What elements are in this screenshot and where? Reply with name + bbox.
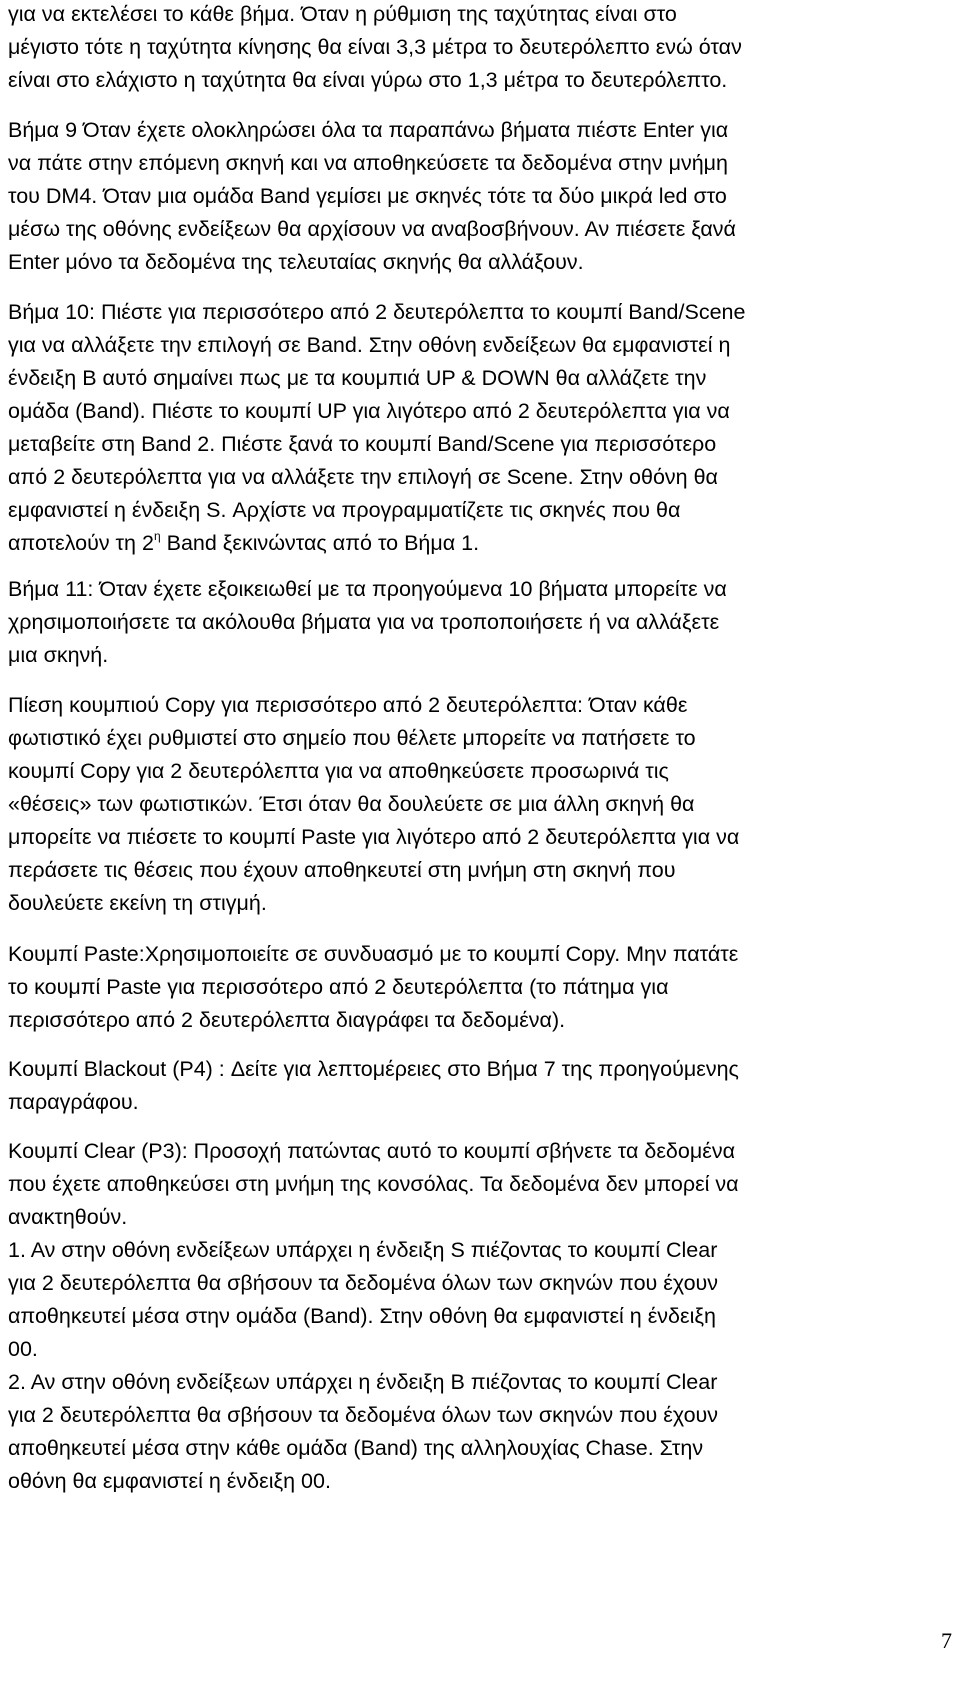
text-line: περισσότερο από 2 δευτερόλεπτα διαγράφει τα δεδομένα). [8,1008,566,1032]
text-line: ένδειξη B αυτό σημαίνει πως με τα κουμπιά UP & DOWN θα αλλάζετε την [8,366,707,390]
text-line: Βήμα 9 Όταν έχετε ολοκληρώσει όλα τα παραπάνω βήματα πιέστε Enter για [8,118,729,142]
text-line: περάσετε τις θέσεις που έχουν αποθηκευτεί στη μνήμη στη σκηνή που [8,858,676,882]
text-line: κουμπί Copy για 2 δευτερόλεπτα για να αποθηκεύσετε προσωρινά τις [8,759,669,783]
text-line: 2. Αν στην οθόνη ενδείξεων υπάρχει η ένδειξη B πιέζοντας το κουμπί Clear [8,1370,718,1394]
text-line: ομάδα (Band). Πιέστε το κουμπί UP για λιγότερο από 2 δευτερόλεπτα για να [8,399,730,423]
text-line: μέγιστο τότε η ταχύτητα κίνησης θα είναι 3,3 μέτρα το δευτερόλεπτο ενώ όταν [8,35,742,59]
text-line: οθόνη θα εμφανιστεί η ένδειξη 00. [8,1469,331,1493]
text-line: για να εκτελέσει το κάθε βήμα. Όταν η ρύθμιση της ταχύτητας είναι στο [8,2,677,26]
text-line: για 2 δευτερόλεπτα θα σβήσουν τα δεδομένα όλων των σκηνών που έχουν [8,1403,719,1427]
text-fragment: Band ξεκινώντας από το Βήμα 1. [160,531,480,555]
text-line: Βήμα 11: Όταν έχετε εξοικειωθεί με τα προηγούμενα 10 βήματα μπορείτε να [8,577,727,601]
text-line: Πίεση κουμπιού Copy για περισσότερο από 2 δευτερόλεπτα: Όταν κάθε [8,693,688,717]
text-line: για να αλλάξετε την επιλογή σε Band. Στην οθόνη ενδείξεων θα εμφανιστεί η [8,333,731,357]
text-line: αποθηκευτεί μέσα στην ομάδα (Band). Στην οθόνη θα εμφανιστεί η ένδειξη [8,1304,716,1328]
text-line: από 2 δευτερόλεπτα για να αλλάξετε την επιλογή σε Scene. Στην οθόνη θα [8,465,718,489]
text-line: μέσω της οθόνης ενδείξεων θα αρχίσουν να αναβοσβήνουν. Αν πιέσετε ξανά [8,217,736,241]
text-line: ανακτηθούν. [8,1205,128,1229]
text-line: «θέσεις» των φωτιστικών. Έτσι όταν θα δουλεύετε σε μια άλλη σκηνή θα [8,792,695,816]
text-line: Κουμπί Blackout (P4) : Δείτε για λεπτομέρειες στο Βήμα 7 της προηγούμενης [8,1057,739,1081]
text-line: μπορείτε να πιέσετε το κουμπί Paste για λιγότερο από 2 δευτερόλεπτα για να [8,825,740,849]
text-line: που έχετε αποθηκεύσει στη μνήμη της κονσόλας. Τα δεδομένα δεν μπορεί να [8,1172,739,1196]
text-line: είναι στο ελάχιστο η ταχύτητα θα είναι γύρω στο 1,3 μέτρα το δευτερόλεπτο. [8,68,728,92]
text-line: 1. Αν στην οθόνη ενδείξεων υπάρχει η ένδειξη S πιέζοντας το κουμπί Clear [8,1238,718,1262]
text-line: Βήμα 10: Πιέστε για περισσότερο από 2 δευτερόλεπτα το κουμπί Band/Scene [8,300,746,324]
text-line: Enter μόνο τα δεδομένα της τελευταίας σκηνής θα αλλάξουν. [8,250,584,274]
text-line: εμφανιστεί η ένδειξη S. Αρχίστε να προγραμματίζετε τις σκηνές που θα [8,498,681,522]
text-line-with-superscript [8,527,956,560]
text-line: να πάτε στην επόμενη σκηνή και να αποθηκεύσετε τα δεδομένα στην μνήμη [8,151,729,175]
text-line: για 2 δευτερόλεπτα θα σβήσουν τα δεδομένα όλων των σκηνών που έχουν [8,1271,719,1295]
superscript: η [153,529,161,543]
text-line: παραγράφου. [8,1090,139,1114]
text-line: δουλεύετε εκείνη τη στιγμή. [8,891,267,915]
text-line: αποθηκευτεί μέσα στην κάθε ομάδα (Band) της αλληλουχίας Chase. Στην [8,1436,704,1460]
page-number: 7 [941,1628,952,1653]
text-line: Κουμπί Paste:Χρησιμοποιείτε σε συνδυασμό με το κουμπί Copy. Μην πατάτε [8,942,739,966]
text-line: μεταβείτε στη Band 2. Πιέστε ξανά το κουμπί Band/Scene για περισσότερο [8,432,717,456]
paragraph-copy-button [8,689,956,920]
text-line: το κουμπί Paste για περισσότερο από 2 δευτερόλεπτα (το πάτημα για [8,975,669,999]
text-line: του DM4. Όταν μια ομάδα Band γεμίσει με σκηνές τότε τα δύο μικρά led στο [8,184,727,208]
paragraph-clear-button [8,1135,956,1498]
paragraph-speed-intro [8,0,956,97]
text-line: Κουμπί Clear (P3): Προσοχή πατώντας αυτό το κουμπί σβήνετε τα δεδομένα [8,1139,736,1163]
text-fragment: αποτελούν τη 2 [8,531,154,555]
text-line: 00. [8,1337,38,1361]
paragraph-blackout-button [8,1053,956,1119]
paragraph-step-9 [8,114,956,279]
text-line: μια σκηνή. [8,643,109,667]
paragraph-step-11 [8,573,956,672]
paragraph-paste-button [8,938,956,1037]
text-line: φωτιστικό έχει ρυθμιστεί στο σημείο που θέλετε μπορείτε να πατήσετε το [8,726,696,750]
paragraph-step-10 [8,296,956,560]
text-line: χρησιμοποιήσετε τα ακόλουθα βήματα για να τροποποιήσετε ή να αλλάξετε [8,610,720,634]
